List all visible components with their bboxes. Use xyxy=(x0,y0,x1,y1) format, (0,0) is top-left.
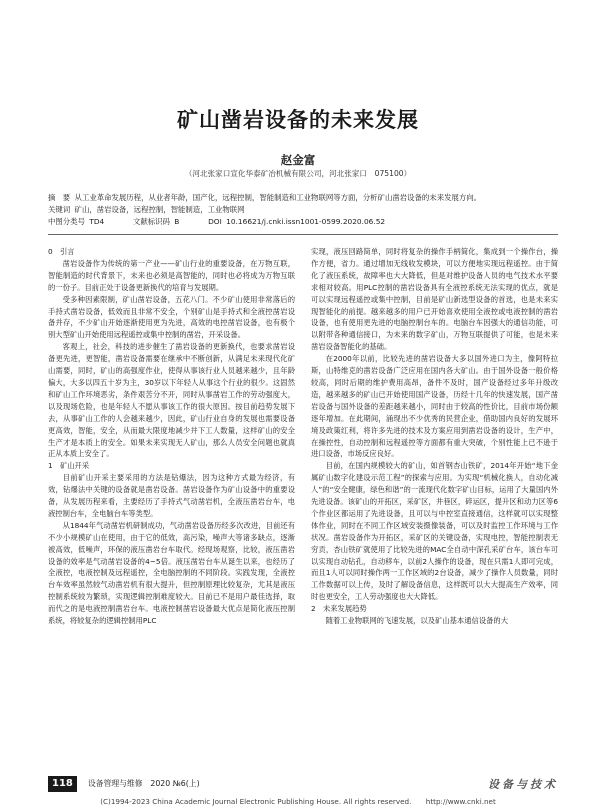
author-affiliation: （河北张家口宣化华泰矿冶机械有限公司，河北张家口 075100） xyxy=(184,169,412,178)
abstract-text: 从工业革命发展历程，从业者年龄，国产化，远程控制，智能制造和工业物联网等方面，分析矿山凿岩设备的未来发展方向。 xyxy=(74,193,482,202)
doc-code-value: B xyxy=(174,217,180,226)
copyright-notice: (C)1994-2023 China Academic Journal Electronic Publishing House. All rights reserved. http://www.cnki.net xyxy=(100,797,496,806)
doi-label: DOI xyxy=(208,217,222,226)
article-title: 矿山凿岩设备的未来发展 xyxy=(177,108,419,132)
body-paragraph: 受多种因素限制，矿山凿岩设备，五花八门。不少矿山使用非常落后的手持式凿岩设备，低效而且非常不安全，个别矿山是手持式和全液控凿岩设备并存，不少矿山开始逐渐使用更为先进，高效的电控凿岩设备，也有极个别大型矿山开始使用远程遥控或集中控制的凿岩，开采设备。 xyxy=(48,294,295,340)
body-paragraph: 凿岩设备作为传统的第一产业——矿山行业的重要设备，在万物互联，智能制造的时代背景下，未来也必须是高智能的，同时也必将成为万物互联的一份子。目前正处于设备更新换代的培育与发展期。 xyxy=(48,258,295,292)
page-number: 118 xyxy=(48,776,77,792)
abstract-label: 摘 要 xyxy=(48,193,71,202)
section-heading: 2 未来发展趋势 xyxy=(311,604,367,614)
body-paragraph: 随着工业物联网的飞速发展，以及矿山基本通信设备的大 xyxy=(325,616,509,626)
body-column-left xyxy=(48,246,295,627)
page-footer xyxy=(48,776,558,796)
body-column-right xyxy=(311,246,558,627)
section-heading: 1 矿山开采 xyxy=(48,461,90,471)
header-divider xyxy=(48,234,558,235)
body-paragraph: 实现，液压回路简单，同时将复杂的操作手柄简化，集成到一个操作台，操作方便，省力。通过增加无线收发模块，可以方便地实现远程遥控。由于简化了液压系统，故障率也大大降低，但是对维护设备人员的电气技术水平要求相对较高。用PLC控制的凿岩设备具有全液控系统无法实现的优点，就是可以实现远程遥控或集中控制，目前是矿山新选型设备的首选，也是未来实现智能化的前提。越来越多的用户已开始喜欢使用全液控或电液控制的凿岩设备，也有使用更先进的电脑控制台车的。电脑台车因强大的通信功能，可以附带各种通信接口，为未来的数字矿山，万物互联提供了可能，也是未来凿岩设备智能化的基础。 xyxy=(311,247,558,352)
body-paragraph: 从1844年气动凿岩机研制成功，气动凿岩设备历经多次改进，目前还有不少小规模矿山在使用，由于它的低效，高污染，噪声大等诸多缺点，逐渐被高效，低噪声，环保的液压凿岩台车取代。经现场观察，比较，液压凿岩设备的效率是气动凿岩设备的4~5倍。液压凿岩台车从诞生以来，也经历了全液控，电液控制及远程遥控，全电脑控制的不同阶段。实践发现，全液控台车效率虽然较气动凿岩机有很大提升，但控制原理比较复杂，尤其是液压控制系统较为繁琐，实现逻辑控制难度较大。目前已不是用户最佳选择，取而代之的是电液控制凿岩台车。电液控制凿岩设备最大优点是简化液压控制系统，将较复杂的逻辑控制用PLC xyxy=(48,520,295,626)
classification-line xyxy=(48,216,558,227)
journal-issue: 设备管理与维修 2020 №6(上) xyxy=(88,779,200,788)
clc-value: TD4 xyxy=(89,217,105,226)
body-paragraph: 目前矿山开采主要采用的方法是钻爆法，因为这种方式最为经济，有效，钻爆法中关键的设备就是凿岩设备。凿岩设备作为矿山设备中的重要设备，从发展历程来看，主要经历了手持式气动凿岩机，全液压凿岩台车，电液控制台车，全电脑台车等类型。 xyxy=(48,473,295,518)
body-paragraph: 在2000年以前，比较先进的凿岩设备大多以国外进口为主，像阿特拉斯，山特维克的凿岩设备广泛应用在国内各大矿山。由于国外设备一般价格较高，同时后期的维护费用高昂，备件不及时，国产设备经过多年升级改造，越来越多的矿山已开始使用国产设备，历经十几年的快速发展，国产凿岩设备与国外设备的差距越来越小，同时由于较高的性价比，目前市场份额逐年增加。在此期间，涌现出不少优秀的民营企业，借助国内良好的发展环境及政策红利，将许多先进的技术及方案应用到凿岩设备的设计，生产中，在操控性，自动控制和远程遥控等方面都有重大突破，个别性能上已不逊于进口设备，市场反应良好。 xyxy=(311,354,558,459)
keywords xyxy=(48,204,558,215)
section-heading: 0 引言 xyxy=(48,247,75,256)
section-brand: 设备与技术 xyxy=(488,778,558,791)
body-paragraph: 目前，在国内规模较大的矿山，如首钢杏山铁矿，2014年开始“地下金属矿山数字化建设示范工程”的探索与应用。为实现“机械化换人，自动化减人”的“安全健康，绿色和谐”的一流现代化数字矿山目标，运用了大量国内外先进设备。该矿山的开拓区，采矿区，井巷区，碎运区，提升区和动力区等6个作业区都运用了先进设备，且可以与中控室直接通信，这样就可以实现整体作业，同时在不同工作区域安装摄像装备，可以及时监控工作环境与工作状况。凿岩设备作为开拓区，采矿区的关键设备，实现电控，智能控制表无穷贡，杏山铁矿就使用了比较先进的MAC全自动中深孔采矿台车，该台车可以实现自动钻孔，自动移车，以前2人操作的设备，现在只需1人即可完成，而且1人可以同时操作两一工作区域的2台设备，减少了操作人员数量，同时工作数据可以上传，及时了解设备信息，这样既可以大大提高生产效率，同时也更安全，工人劳动强度也大大降低。 xyxy=(311,461,558,602)
abstract xyxy=(48,192,558,203)
clc-label: 中图分类号 xyxy=(48,217,85,226)
keywords-label: 关键词 xyxy=(48,205,71,214)
body-paragraph: 客观上，社会，科技的进步催生了凿岩设备的更新换代，也要求凿岩设备更先进，更智能，凿岩设备需要在继承中不断创新，从满足未来现代化矿山需要，同时，矿山的高强度作业，使得从事该行业人员越来越少，且年龄偏大，大多以四五十岁为主，30岁以下年轻人从事这个行业的很少。这固然和矿山工作环境恶劣，条件艰苦分不开，同时从事凿岩工作的劳动强度大，以及现场危险，也是年轻人不愿从事该工作的很大原因。按目前趋势发展下去，从事矿山工作的人会越来越少，因此，矿山行业自身的发展也需要设备更高效，智能，安全，从而最大限度地减少井下工人数量，这样矿山的安全生产才是本质上的安全。如果未来实现无人矿山，那么人员安全问题也就真正从本质上安全了。 xyxy=(48,342,295,459)
keywords-text: 矿山，凿岩设备，远程控制，智能制造，工业物联网 xyxy=(74,205,245,214)
doi-value: 10.16621/j.cnki.issn1001-0599.2020.06.52 xyxy=(226,217,386,226)
author-name: 赵金富 xyxy=(280,153,316,167)
doc-code-label: 文献标识码 xyxy=(132,217,170,226)
